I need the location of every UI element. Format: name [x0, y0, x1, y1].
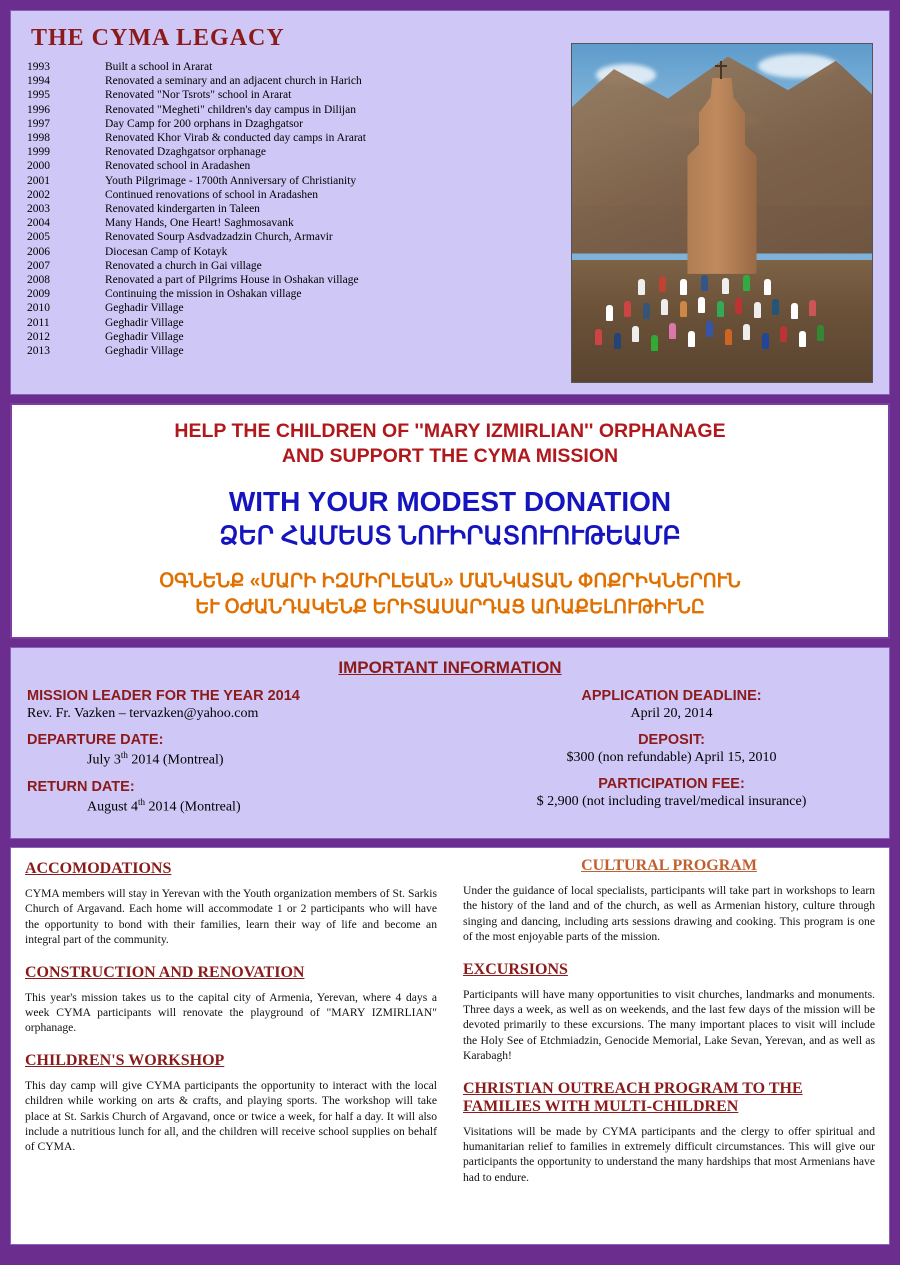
info-columns [27, 688, 873, 815]
legacy-list [27, 60, 567, 358]
legacy-text: Geghadir Village [105, 316, 184, 329]
donation-banner [10, 403, 890, 639]
legacy-year: 2012 [27, 330, 50, 343]
childrens-workshop-heading: CHILDREN'S WORKSHOP [25, 1051, 225, 1069]
fee-note: (not including travel/medical insurance) [578, 794, 807, 809]
legacy-row [27, 159, 567, 173]
departure-date-label: DEPARTURE DATE: [27, 732, 164, 748]
banner-line-4-armenian: ՁԵՐ ՀԱՄԵՍՏ ՆՈՒԻՐԱՏՈՒՈՒԹԵԱՄԲ [219, 522, 681, 550]
legacy-text: Many Hands, One Heart! Saghmosavank [105, 217, 294, 230]
legacy-year: 2009 [27, 288, 50, 301]
participation-fee-label: PARTICIPATION FEE: [598, 776, 745, 792]
departure-date-day: July 3 [87, 752, 121, 768]
info-column-right [450, 688, 873, 815]
legacy-panel [10, 10, 890, 395]
legacy-text: Built a school in Ararat [105, 61, 213, 73]
banner-line-3: WITH YOUR MODEST DONATION [228, 486, 672, 517]
legacy-text: Renovated Khor Virab & conducted day camps in Ararat [105, 132, 366, 145]
legacy-row [27, 316, 567, 330]
legacy-row [27, 103, 567, 117]
legacy-row [27, 330, 567, 344]
departure-date-rest: 2014 (Montreal) [127, 752, 224, 768]
legacy-year: 2002 [27, 188, 50, 201]
legacy-text: Diocesan Camp of Kotayk [105, 245, 228, 258]
legacy-row [27, 74, 567, 88]
photo-crowd [590, 270, 854, 371]
departure-date-value [27, 750, 450, 769]
legacy-text: Geghadir Village [105, 345, 184, 358]
christian-outreach-heading-main: CHRISTIAN OUTREACH PROGRAM [463, 1079, 739, 1097]
legacy-text: Youth Pilgrimage - 1700th Anniversary of Christianity [105, 174, 357, 187]
legacy-row [27, 259, 567, 273]
banner-line-2: AND SUPPORT THE CYMA MISSION [281, 445, 619, 467]
legacy-year: 2010 [27, 302, 50, 315]
program-column-left [25, 860, 437, 1234]
legacy-row [27, 145, 567, 159]
fee-amount-main: $ 2, [536, 794, 558, 809]
legacy-year: 2011 [27, 316, 50, 329]
program-column-right [463, 857, 875, 1234]
legacy-row [27, 301, 567, 315]
legacy-row [27, 216, 567, 230]
info-column-left [27, 688, 450, 815]
legacy-text: Continued renovations of school in Aradashen [105, 188, 319, 201]
fee-amount-sub: 900 [557, 794, 579, 809]
childrens-workshop-body: This day camp will give CYMA participants the opportunity to interact with the local children while working on arts & crafts, and playing sports. The workshop will take place at St. Sarkis Church of Argavand, once or twice a week, for half a day. It will also include a nutritious lunch for all, and the children will receive school supplies on behalf of CYMA. [25, 1078, 437, 1154]
legacy-text: Renovated kindergarten in Taleen [105, 203, 260, 216]
legacy-text: Renovated Sourp Asdvadzadzin Church, Armavir [105, 231, 333, 244]
legacy-title: THE CYMA LEGACY [31, 25, 285, 51]
construction-renovation-body: This year's mission takes us to the capital city of Armenia, Yerevan, where 4 days a week CYMA participants will renovate the playground of "MARY IZMIRLIAN" orphanage. [25, 990, 437, 1035]
excursions-body: Participants will have many opportunities to visit churches, landmarks and monuments. Three days a week, as well as on weekends, and the last few days of the mission will be devoted primarily to these excursions. The many important places to visit will include the Holy See of Etchmiadzin, Genocide Memorial, Lake Sevan, Yerevan, and as well as Karabagh! [463, 987, 875, 1063]
cultural-program-body: Under the guidance of local specialists, participants will take part in workshops to learn the history of the land and of the church, as well as Armenian history, culture through singing and dancing, including arts sessions drawing and cooking. This program is one of the most enjoyable parts of the mission. [463, 884, 875, 944]
legacy-row [27, 230, 567, 244]
legacy-text: Renovated Dzaghgatsor orphanage [105, 146, 266, 159]
legacy-text: Renovated a part of Pilgrims House in Oshakan village [105, 274, 359, 287]
return-date-suffix: th [137, 796, 145, 807]
legacy-photo [571, 43, 873, 383]
legacy-text: Renovated a church in Gai village [105, 259, 262, 272]
legacy-text: Geghadir Village [105, 302, 184, 315]
mission-leader-label: MISSION LEADER FOR THE YEAR 2014 [27, 688, 300, 704]
legacy-row [27, 287, 567, 301]
legacy-year: 1996 [27, 103, 50, 116]
christian-outreach-body: Visitations will be made by CYMA participants and the clergy to offer spiritual and humanitarian relief to families in extremely difficult circumstances. This will give our participants the opportunity to understand the many hardships that most Armenians have had to endure. [463, 1124, 875, 1184]
application-deadline-value: April 20, 2014 [630, 706, 713, 721]
legacy-year: 1999 [27, 146, 50, 159]
banner-line-5-armenian: ՕԳՆԵՆՔ «ՄԱՐԻ ԻԶՄԻՐԼԵԱՆ» ՄԱՆԿԱՏԱՆ ՓՈՔՐԻԿՆԵՐՈՒՆ [159, 571, 741, 592]
return-date-day: August 4 [87, 799, 138, 815]
legacy-text: Renovated "Nor Tsrots" school in Ararat [105, 89, 292, 102]
legacy-year: 1995 [27, 89, 50, 102]
christian-outreach-heading [463, 1080, 875, 1116]
deposit-label: DEPOSIT: [638, 732, 705, 748]
legacy-text: Continuing the mission in Oshakan village [105, 288, 302, 301]
legacy-year: 1998 [27, 132, 50, 145]
legacy-text: Geghadir Village [105, 330, 184, 343]
accommodations-heading: ACCOMODATIONS [25, 860, 172, 877]
legacy-year: 2008 [27, 274, 50, 287]
important-information-panel [10, 647, 890, 839]
accommodations-body: CYMA members will stay in Yerevan with the Youth organization members of St. Sarkis Church of Argavand. Each home will accommodate 1 or 2 participants who will have the opportunity to bond with their families, learn their way of life and become an integral part of the community. [25, 887, 437, 947]
christian-outreach-heading-tail: TO THE FAMILIES WITH MULTI-CHILDREN [463, 1079, 803, 1115]
legacy-row [27, 88, 567, 102]
legacy-row [27, 188, 567, 202]
legacy-text: Renovated "Megheti" children's day campus in Dilijan [105, 103, 356, 116]
legacy-row [27, 131, 567, 145]
participation-fee-value [470, 794, 873, 810]
banner-line-6-armenian: ԵՒ ՕԺԱՆԴԱԿԵՆՔ ԵՐԻՏԱՍԱՐԴԱՑ ԱՌԱՔԵԼՈՒԹԻՒՆԸ [195, 597, 705, 618]
legacy-row [27, 60, 567, 74]
construction-renovation-heading: CONSTRUCTION AND RENOVATION [25, 963, 305, 981]
legacy-year: 2013 [27, 345, 50, 358]
application-deadline-label: APPLICATION DEADLINE: [581, 688, 762, 704]
legacy-text: Renovated school in Aradashen [105, 160, 251, 173]
legacy-text: Renovated a seminary and an adjacent church in Harich [105, 75, 362, 88]
legacy-row [27, 245, 567, 259]
return-date-label: RETURN DATE: [27, 778, 135, 795]
legacy-year: 2004 [27, 217, 50, 230]
mission-leader-value: Rev. Fr. Vazken – tervazken@yahoo.com [27, 706, 259, 721]
legacy-year: 2001 [27, 174, 50, 187]
legacy-year: 1993 [27, 61, 50, 73]
departure-date-suffix: th [120, 750, 128, 760]
legacy-row [27, 202, 567, 216]
legacy-row [27, 273, 567, 287]
cultural-program-heading: CULTURAL PROGRAM [581, 857, 757, 874]
legacy-year: 1997 [27, 117, 50, 130]
legacy-year: 2005 [27, 231, 50, 244]
important-information-title: IMPORTANT INFORMATION [338, 658, 562, 677]
legacy-row [27, 174, 567, 188]
deposit-value: $300 (non refundable) April 15, 2010 [566, 750, 777, 765]
legacy-year: 2000 [27, 160, 50, 173]
legacy-text: Day Camp for 200 orphans in Dzaghgatsor [105, 117, 304, 130]
legacy-year: 1994 [27, 75, 50, 88]
return-date-rest: 2014 (Montreal) [144, 799, 241, 815]
cross-icon [720, 61, 722, 79]
legacy-year: 2003 [27, 203, 50, 216]
legacy-year: 2007 [27, 259, 50, 272]
excursions-heading: EXCURSIONS [463, 960, 568, 978]
legacy-row [27, 117, 567, 131]
legacy-year: 2006 [27, 245, 50, 258]
banner-line-1: HELP THE CHILDREN OF ''MARY IZMIRLIAN'' ORPHANAGE [174, 420, 726, 442]
return-date-value [27, 797, 450, 816]
program-panel [10, 847, 890, 1245]
legacy-row [27, 344, 567, 358]
